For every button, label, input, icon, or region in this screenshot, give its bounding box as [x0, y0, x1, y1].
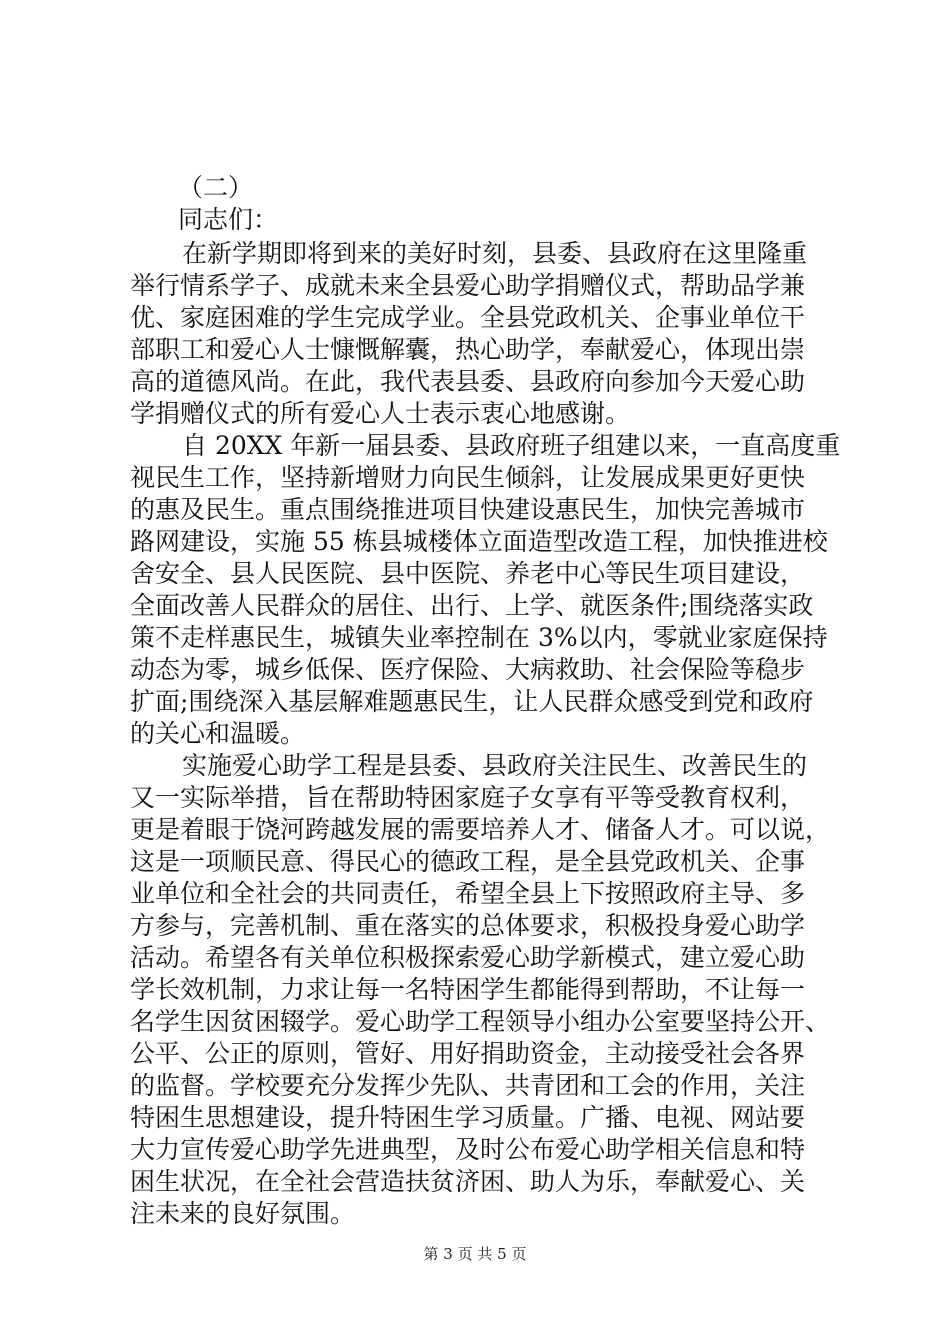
paragraph-2-line: 自 20XX 年新一届县委、县政府班子组建以来，一直高度重: [182, 431, 841, 460]
paragraph-2-line: 全面改善人民群众的居住、出行、上学、就医条件;围绕落实政: [130, 591, 814, 620]
paragraph-1-line: 在新学期即将到来的美好时刻，县委、县政府在这里隆重: [182, 239, 808, 268]
paragraph-3-line: 名学生因贫困辍学。爱心助学工程领导小组办公室要坚持公开、: [130, 1007, 831, 1036]
paragraph-2-line: 动态为零，城乡低保、医疗保险、大病救助、社会保险等稳步: [130, 655, 806, 684]
paragraph-2-line: 舍安全、县人民医院、县中医院、养老中心等民生项目建设，: [130, 559, 806, 588]
paragraph-2-line: 视民生工作，坚持新增财力向民生倾斜，让发展成果更好更快: [130, 463, 806, 492]
paragraph-3-line: 更是着眼于饶河跨越发展的需要培养人才、储备人才。可以说，: [130, 815, 831, 844]
paragraph-1-line: 优、家庭困难的学生完成学业。全县党政机关、企事业单位干: [130, 303, 806, 332]
paragraph-3-line: 特困生思想建设，提升特困生学习质量。广播、电视、网站要: [130, 1103, 806, 1132]
paragraph-3-line: 注未来的良好氛围。: [130, 1199, 356, 1228]
paragraph-1-line: 高的道德风尚。在此，我代表县委、县政府向参加今天爱心助: [130, 367, 806, 396]
paragraph-3-line: 的监督。学校要充分发挥少先队、共青团和工会的作用，关注: [130, 1071, 806, 1100]
paragraph-2-line: 策不走样惠民生，城镇失业率控制在 3%以内，零就业家庭保持: [130, 623, 828, 652]
paragraph-3-line: 业单位和全社会的共同责任，希望全县上下按照政府主导、多: [130, 879, 806, 908]
paragraph-3-line: 困生状况，在全社会营造扶贫济困、助人为乐，奉献爱心、关: [130, 1167, 806, 1196]
paragraph-3-line: 活动。希望各有关单位积极探索爱心助学新模式，建立爱心助: [130, 943, 806, 972]
paragraph-3-line: 大力宣传爱心助学先进典型，及时公布爱心助学相关信息和特: [130, 1135, 806, 1164]
paragraph-3-line: 这是一项顺民意、得民心的德政工程，是全县党政机关、企事: [130, 847, 806, 876]
paragraph-2-line: 的关心和温暖。: [130, 719, 306, 748]
paragraph-3-line: 实施爱心助学工程是县委、县政府关注民生、改善民生的: [182, 751, 808, 780]
paragraph-2-line: 的惠及民生。重点围绕推进项目快建设惠民生，加快完善城市: [130, 495, 806, 524]
page-number-footer: 第 3 页 共 5 页: [423, 1245, 527, 1263]
paragraph-2-line: 扩面;围绕深入基层解难题惠民生，让人民群众感受到党和政府: [130, 687, 814, 716]
paragraph-3-line: 又一实际举措，旨在帮助特困家庭子女享有平等受教育权利，: [130, 783, 806, 812]
paragraph-2-line: 路网建设，实施 55 栋县城楼体立面造型改造工程，加快推进校: [130, 527, 828, 556]
paragraph-1-line: 部职工和爱心人士慷慨解囊，热心助学，奉献爱心，体现出崇: [130, 335, 806, 364]
paragraph-3-line: 公平、公正的原则，管好、用好捐助资金，主动接受社会各界: [130, 1039, 806, 1068]
paragraph-1-line: 举行情系学子、成就未来全县爱心助学捐赠仪式，帮助品学兼: [130, 271, 806, 300]
salutation: 同志们：: [178, 205, 279, 234]
paragraph-1-line: 学捐赠仪式的所有爱心人士表示衷心地感谢。: [130, 399, 631, 428]
section-heading: （二）: [178, 173, 254, 202]
paragraph-3-line: 学长效机制，力求让每一名特困学生都能得到帮助，不让每一: [130, 975, 806, 1004]
paragraph-3-line: 方参与，完善机制、重在落实的总体要求，积极投身爱心助学: [130, 911, 806, 940]
